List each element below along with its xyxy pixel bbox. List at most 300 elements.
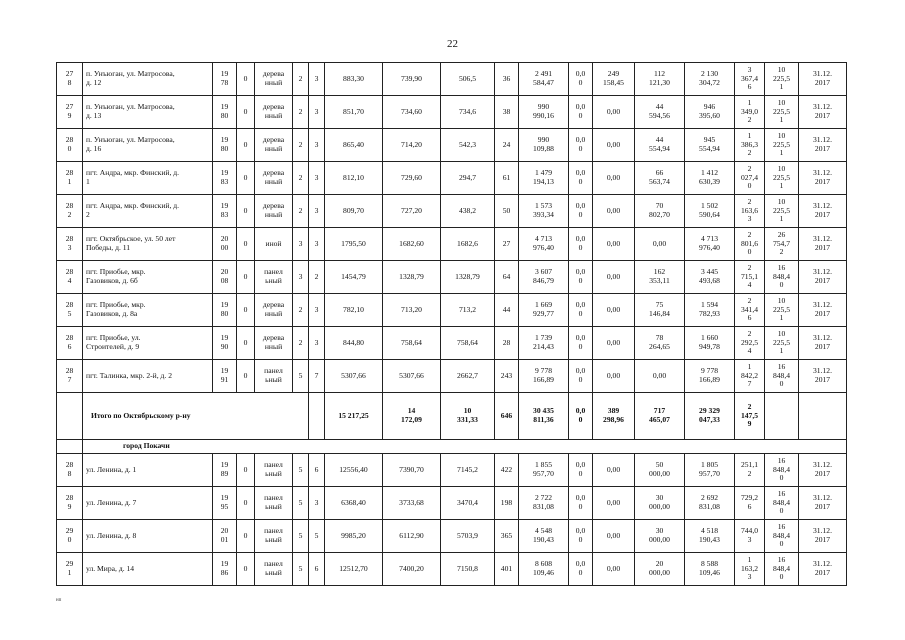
table-cell: 1 573 393,34 bbox=[519, 195, 569, 228]
total-cell: 29 329 047,33 bbox=[685, 393, 735, 440]
total-cell: 30 435 811,36 bbox=[519, 393, 569, 440]
rows-before-total bbox=[57, 63, 847, 393]
table-cell: 61 bbox=[495, 162, 519, 195]
table-cell: 0,00 bbox=[593, 261, 635, 294]
table-cell: 19 90 bbox=[213, 327, 237, 360]
table-cell: 31.12. 2017 bbox=[799, 162, 847, 195]
table-cell: 6 bbox=[309, 553, 325, 586]
table-cell: 0,0 0 bbox=[569, 294, 593, 327]
table-cell: 9 778 166,89 bbox=[685, 360, 735, 393]
table-cell: 4 713 976,40 bbox=[519, 228, 569, 261]
table-cell: 10 225,5 1 bbox=[765, 162, 799, 195]
table-cell: 0,00 bbox=[593, 360, 635, 393]
table-cell: 2 bbox=[293, 162, 309, 195]
table-cell: 31.12. 2017 bbox=[799, 454, 847, 487]
table-cell: 28 2 bbox=[57, 195, 83, 228]
address-cell: пгт. Талинка, мкр. 2-й, д. 2 bbox=[83, 360, 213, 393]
table-cell: 0 bbox=[237, 327, 255, 360]
address-cell: п. Унъюган, ул. Матросова, д. 13 bbox=[83, 96, 213, 129]
total-section bbox=[57, 393, 847, 454]
footer-mark: нп bbox=[56, 598, 62, 603]
table-cell: 0,00 bbox=[593, 520, 635, 553]
table-cell: 2 bbox=[293, 129, 309, 162]
address-cell: пгт. Андра, мкр. Финский, д. 1 bbox=[83, 162, 213, 195]
table-cell: 0,0 0 bbox=[569, 96, 593, 129]
table-cell: 883,30 bbox=[325, 63, 383, 96]
table-cell: 0,00 bbox=[593, 454, 635, 487]
table-cell: панел ьный bbox=[255, 520, 293, 553]
total-cell: 2 147,5 9 bbox=[735, 393, 765, 440]
table-cell: 782,10 bbox=[325, 294, 383, 327]
table-cell: 8 608 109,46 bbox=[519, 553, 569, 586]
table-cell: 10 225,5 1 bbox=[765, 129, 799, 162]
table-cell: дерева нный bbox=[255, 195, 293, 228]
table-cell: 36 bbox=[495, 63, 519, 96]
address-cell: пгт. Андра, мкр. Финский, д. 2 bbox=[83, 195, 213, 228]
table-cell: 0,0 0 bbox=[569, 553, 593, 586]
table-cell: 31.12. 2017 bbox=[799, 129, 847, 162]
table-cell: 2 130 304,72 bbox=[685, 63, 735, 96]
table-cell: 2 bbox=[293, 195, 309, 228]
table-cell: 31.12. 2017 bbox=[799, 553, 847, 586]
table-cell: 1795,50 bbox=[325, 228, 383, 261]
table-row bbox=[57, 195, 847, 228]
table-cell: 29 1 bbox=[57, 553, 83, 586]
address-cell: ул. Мира, д. 14 bbox=[83, 553, 213, 586]
table-cell: 739,90 bbox=[383, 63, 441, 96]
table-cell: 6368,40 bbox=[325, 487, 383, 520]
table-cell: 5 bbox=[293, 487, 309, 520]
table-cell: 19 91 bbox=[213, 360, 237, 393]
table-cell: 198 bbox=[495, 487, 519, 520]
table-cell: панел ьный bbox=[255, 553, 293, 586]
table-cell: 44 554,94 bbox=[635, 129, 685, 162]
table-cell: 1 502 590,64 bbox=[685, 195, 735, 228]
table-cell: 1 660 949,78 bbox=[685, 327, 735, 360]
table-cell: 0 bbox=[237, 228, 255, 261]
table-row bbox=[57, 96, 847, 129]
table-row bbox=[57, 63, 847, 96]
table-cell: 3 bbox=[309, 162, 325, 195]
table-cell: 2 801,6 0 bbox=[735, 228, 765, 261]
address-cell: ул. Ленина, д. 7 bbox=[83, 487, 213, 520]
table-cell: 0 bbox=[237, 487, 255, 520]
table-cell: 64 bbox=[495, 261, 519, 294]
table-cell: 28 0 bbox=[57, 129, 83, 162]
table-cell: 0,0 0 bbox=[569, 228, 593, 261]
address-cell: ул. Ленина, д. 8 bbox=[83, 520, 213, 553]
table-cell: 0,0 0 bbox=[569, 520, 593, 553]
table-cell: 31.12. 2017 bbox=[799, 63, 847, 96]
table-cell: 27 bbox=[495, 228, 519, 261]
address-cell: ул. Ленина, д. 1 bbox=[83, 454, 213, 487]
table-cell: 28 1 bbox=[57, 162, 83, 195]
table-cell: 1682,60 bbox=[383, 228, 441, 261]
table-cell: 9 778 166,89 bbox=[519, 360, 569, 393]
table-cell: дерева нный bbox=[255, 327, 293, 360]
table-cell: 70 802,70 bbox=[635, 195, 685, 228]
table-cell: 16 848,4 0 bbox=[765, 520, 799, 553]
address-cell: пгт. Октябрьское, ул. 50 лет Победы, д. 11 bbox=[83, 228, 213, 261]
total-cell: 717 465,07 bbox=[635, 393, 685, 440]
table-cell: 19 95 bbox=[213, 487, 237, 520]
table-cell: 7 bbox=[309, 360, 325, 393]
table-cell: 20 000,00 bbox=[635, 553, 685, 586]
table-cell: 0,00 bbox=[635, 360, 685, 393]
table-cell: 28 7 bbox=[57, 360, 83, 393]
table-row bbox=[57, 261, 847, 294]
housing-registry-table bbox=[56, 62, 847, 586]
table-cell: 3 bbox=[309, 327, 325, 360]
table-row bbox=[57, 553, 847, 586]
table-cell: панел ьный bbox=[255, 261, 293, 294]
table-cell: 1 739 214,43 bbox=[519, 327, 569, 360]
table-cell: 0,0 0 bbox=[569, 454, 593, 487]
table-cell: 0,0 0 bbox=[569, 261, 593, 294]
total-cell: 14 172,09 bbox=[383, 393, 441, 440]
total-label: Итого по Октябрьскому р-ну bbox=[83, 393, 309, 440]
table-cell: 542,3 bbox=[441, 129, 495, 162]
table-cell: 2 341,4 6 bbox=[735, 294, 765, 327]
table-cell: 0 bbox=[237, 294, 255, 327]
table-cell: 2 bbox=[293, 96, 309, 129]
table-cell: 3470,4 bbox=[441, 487, 495, 520]
table-cell: 0 bbox=[237, 520, 255, 553]
table-row bbox=[57, 520, 847, 553]
table-cell: 31.12. 2017 bbox=[799, 487, 847, 520]
table-cell: 9985,20 bbox=[325, 520, 383, 553]
table-cell: 4 518 190,43 bbox=[685, 520, 735, 553]
table-cell: 2 bbox=[293, 63, 309, 96]
table-cell: 44 bbox=[495, 294, 519, 327]
table-cell: 734,60 bbox=[383, 96, 441, 129]
table-cell: 0 bbox=[237, 162, 255, 195]
address-cell: п. Унъюган, ул. Матросова, д. 16 bbox=[83, 129, 213, 162]
table-cell: 6 bbox=[309, 454, 325, 487]
table-cell: 0,00 bbox=[593, 327, 635, 360]
table-cell: 28 4 bbox=[57, 261, 83, 294]
table-cell: 1 805 957,70 bbox=[685, 454, 735, 487]
table-cell: 2 491 584,47 bbox=[519, 63, 569, 96]
table-cell: 1 412 630,39 bbox=[685, 162, 735, 195]
table-cell: 945 554,94 bbox=[685, 129, 735, 162]
table-cell: 19 78 bbox=[213, 63, 237, 96]
total-cell: 15 217,25 bbox=[325, 393, 383, 440]
table-cell: 5 bbox=[309, 520, 325, 553]
table-cell: 2 715,1 4 bbox=[735, 261, 765, 294]
table-cell: 31.12. 2017 bbox=[799, 261, 847, 294]
table-row bbox=[57, 327, 847, 360]
table-cell: 7400,20 bbox=[383, 553, 441, 586]
table-cell: 0 bbox=[237, 360, 255, 393]
table-cell: 506,5 bbox=[441, 63, 495, 96]
table-cell: 28 9 bbox=[57, 487, 83, 520]
table-cell: 50 bbox=[495, 195, 519, 228]
table-cell: 0,00 bbox=[593, 294, 635, 327]
table-cell: 758,64 bbox=[441, 327, 495, 360]
table-cell: 5307,66 bbox=[325, 360, 383, 393]
table-cell: 0,0 0 bbox=[569, 63, 593, 96]
table-cell: дерева нный bbox=[255, 96, 293, 129]
table-cell: 3 bbox=[309, 228, 325, 261]
table-cell: 28 8 bbox=[57, 454, 83, 487]
table-cell: 0 bbox=[237, 129, 255, 162]
rows-after-total bbox=[57, 454, 847, 586]
table-cell: 758,64 bbox=[383, 327, 441, 360]
table-cell: 3733,68 bbox=[383, 487, 441, 520]
table-cell: 16 848,4 0 bbox=[765, 261, 799, 294]
table-cell: 3 bbox=[293, 261, 309, 294]
table-cell: панел ьный bbox=[255, 487, 293, 520]
table-cell: 990 990,16 bbox=[519, 96, 569, 129]
table-cell: 16 848,4 0 bbox=[765, 360, 799, 393]
table-cell: 5 bbox=[293, 553, 309, 586]
table-cell: 1 855 957,70 bbox=[519, 454, 569, 487]
table-cell: 2 692 831,08 bbox=[685, 487, 735, 520]
table-cell: 851,70 bbox=[325, 96, 383, 129]
table-cell: 0,00 bbox=[635, 228, 685, 261]
table-cell: 66 563,74 bbox=[635, 162, 685, 195]
table-cell: 7150,8 bbox=[441, 553, 495, 586]
table-row bbox=[57, 129, 847, 162]
city-section-row bbox=[57, 440, 847, 454]
table-cell: 438,2 bbox=[441, 195, 495, 228]
table-cell: 1 479 194,13 bbox=[519, 162, 569, 195]
table-cell: 2662,7 bbox=[441, 360, 495, 393]
table-cell: 727,20 bbox=[383, 195, 441, 228]
table-cell: 4 713 976,40 bbox=[685, 228, 735, 261]
table-cell: 7145,2 bbox=[441, 454, 495, 487]
table-cell: 19 80 bbox=[213, 96, 237, 129]
address-cell: пгт. Приобье, мкр. Газовиков, д. 6б bbox=[83, 261, 213, 294]
table-cell: 990 109,88 bbox=[519, 129, 569, 162]
table-cell: 365 bbox=[495, 520, 519, 553]
table-cell: 714,20 bbox=[383, 129, 441, 162]
table-cell: 734,6 bbox=[441, 96, 495, 129]
table-cell: 4 548 190,43 bbox=[519, 520, 569, 553]
table-cell: 0 bbox=[237, 63, 255, 96]
table-cell: 27 9 bbox=[57, 96, 83, 129]
table-row bbox=[57, 162, 847, 195]
table-cell: 0 bbox=[237, 195, 255, 228]
table-cell: 24 bbox=[495, 129, 519, 162]
table-cell: дерева нный bbox=[255, 129, 293, 162]
table-cell: 30 000,00 bbox=[635, 487, 685, 520]
table-cell: 3 bbox=[309, 96, 325, 129]
table-cell: 1 349,0 2 bbox=[735, 96, 765, 129]
table-row bbox=[57, 487, 847, 520]
table-cell: 7390,70 bbox=[383, 454, 441, 487]
table-row bbox=[57, 360, 847, 393]
table-cell: 28 6 bbox=[57, 327, 83, 360]
table-cell: дерева нный bbox=[255, 63, 293, 96]
table-cell: 1328,79 bbox=[441, 261, 495, 294]
table-cell: 3 607 846,79 bbox=[519, 261, 569, 294]
total-cell: 10 331,33 bbox=[441, 393, 495, 440]
table-cell: 0 bbox=[237, 96, 255, 129]
table-cell: 1 386,3 2 bbox=[735, 129, 765, 162]
table-cell: 251,1 2 bbox=[735, 454, 765, 487]
table-cell: 1 163,2 3 bbox=[735, 553, 765, 586]
table-cell: 1 669 929,77 bbox=[519, 294, 569, 327]
table-cell: 946 395,60 bbox=[685, 96, 735, 129]
table-cell: 3 445 493,68 bbox=[685, 261, 735, 294]
table-cell: 30 000,00 bbox=[635, 520, 685, 553]
table-cell: 16 848,4 0 bbox=[765, 553, 799, 586]
table-cell: 844,80 bbox=[325, 327, 383, 360]
table-cell: 16 848,4 0 bbox=[765, 487, 799, 520]
table-cell: 19 80 bbox=[213, 129, 237, 162]
table-cell: 865,40 bbox=[325, 129, 383, 162]
table-cell: 0,0 0 bbox=[569, 195, 593, 228]
table-cell: 5307,66 bbox=[383, 360, 441, 393]
table-cell: 3 bbox=[309, 195, 325, 228]
address-cell: пгт. Приобье, мкр. Газовиков, д. 8а bbox=[83, 294, 213, 327]
table-cell: 2 292,5 4 bbox=[735, 327, 765, 360]
table-cell: 809,70 bbox=[325, 195, 383, 228]
table-cell: дерева нный bbox=[255, 294, 293, 327]
table-cell: 162 353,11 bbox=[635, 261, 685, 294]
page-number: 22 bbox=[447, 38, 458, 50]
table-cell: 5 bbox=[293, 360, 309, 393]
table-cell: 27 8 bbox=[57, 63, 83, 96]
table-cell: 20 00 bbox=[213, 228, 237, 261]
table-cell: 0,0 0 bbox=[569, 360, 593, 393]
table-cell: 249 158,45 bbox=[593, 63, 635, 96]
table-cell: 0,00 bbox=[593, 96, 635, 129]
table-cell: 0,00 bbox=[593, 487, 635, 520]
city-name: город Покачи bbox=[83, 440, 847, 454]
table-cell: 3 367,4 6 bbox=[735, 63, 765, 96]
table-cell: 2 027,4 0 bbox=[735, 162, 765, 195]
table-cell: 713,20 bbox=[383, 294, 441, 327]
total-cell: 0,0 0 bbox=[569, 393, 593, 440]
table-cell: 12512,70 bbox=[325, 553, 383, 586]
table-cell: 2 bbox=[293, 294, 309, 327]
table-row bbox=[57, 228, 847, 261]
table-cell: 3 bbox=[293, 228, 309, 261]
table-cell: 31.12. 2017 bbox=[799, 520, 847, 553]
table-row bbox=[57, 294, 847, 327]
table-cell: 294,7 bbox=[441, 162, 495, 195]
table-cell: панел ьный bbox=[255, 454, 293, 487]
table-cell: 2 163,6 3 bbox=[735, 195, 765, 228]
table-cell: 0,0 0 bbox=[569, 129, 593, 162]
table-cell: 2 bbox=[293, 327, 309, 360]
address-cell: п. Унъюган, ул. Матросова, д. 12 bbox=[83, 63, 213, 96]
table-cell: 0,00 bbox=[593, 195, 635, 228]
table-cell: 6112,90 bbox=[383, 520, 441, 553]
table-cell: 5 bbox=[293, 520, 309, 553]
table-cell: 10 225,5 1 bbox=[765, 63, 799, 96]
table-cell: 78 264,65 bbox=[635, 327, 685, 360]
table-cell: 12556,40 bbox=[325, 454, 383, 487]
table-cell: 10 225,5 1 bbox=[765, 96, 799, 129]
table-cell: 0,00 bbox=[593, 162, 635, 195]
table-cell: панел ьный bbox=[255, 360, 293, 393]
table-cell: 2 bbox=[309, 261, 325, 294]
table-cell: 1 842,2 7 bbox=[735, 360, 765, 393]
table-cell: 3 bbox=[309, 129, 325, 162]
table-cell: 0,00 bbox=[593, 228, 635, 261]
table-cell: 729,60 bbox=[383, 162, 441, 195]
table-cell: 1328,79 bbox=[383, 261, 441, 294]
table-cell: 19 83 bbox=[213, 162, 237, 195]
table-cell: 5 bbox=[293, 454, 309, 487]
table-cell: 44 594,56 bbox=[635, 96, 685, 129]
table-cell: 0 bbox=[237, 261, 255, 294]
table-cell: дерева нный bbox=[255, 162, 293, 195]
table-cell: 10 225,5 1 bbox=[765, 195, 799, 228]
table-cell: 0 bbox=[237, 553, 255, 586]
table-cell: 0,0 0 bbox=[569, 327, 593, 360]
table-cell: 422 bbox=[495, 454, 519, 487]
table-cell: 2 722 831,08 bbox=[519, 487, 569, 520]
table-cell: 28 bbox=[495, 327, 519, 360]
total-cell: 646 bbox=[495, 393, 519, 440]
table-cell: 19 89 bbox=[213, 454, 237, 487]
table-cell: 243 bbox=[495, 360, 519, 393]
total-row bbox=[57, 393, 847, 440]
address-cell: пгт. Приобье, ул. Строителей, д. 9 bbox=[83, 327, 213, 360]
table-cell: 401 bbox=[495, 553, 519, 586]
table-cell: 38 bbox=[495, 96, 519, 129]
table-cell: 3 bbox=[309, 63, 325, 96]
table-cell: 0 bbox=[237, 454, 255, 487]
table-cell: 19 83 bbox=[213, 195, 237, 228]
table-cell: 31.12. 2017 bbox=[799, 228, 847, 261]
table-cell: 20 08 bbox=[213, 261, 237, 294]
table-cell: 1682,6 bbox=[441, 228, 495, 261]
table-row bbox=[57, 454, 847, 487]
table-cell: 812,10 bbox=[325, 162, 383, 195]
table-cell: 75 146,84 bbox=[635, 294, 685, 327]
table-cell: 0,0 0 bbox=[569, 162, 593, 195]
table-cell: 744,0 3 bbox=[735, 520, 765, 553]
table-cell: 1454,79 bbox=[325, 261, 383, 294]
table-cell: 713,2 bbox=[441, 294, 495, 327]
table-cell: 31.12. 2017 bbox=[799, 294, 847, 327]
table-cell: 729,2 6 bbox=[735, 487, 765, 520]
table-cell: 1 594 782,93 bbox=[685, 294, 735, 327]
table-cell: 50 000,00 bbox=[635, 454, 685, 487]
table-cell: 3 bbox=[309, 294, 325, 327]
table-cell: 16 848,4 0 bbox=[765, 454, 799, 487]
table-cell: 112 121,30 bbox=[635, 63, 685, 96]
table-cell: 3 bbox=[309, 487, 325, 520]
table-cell: 31.12. 2017 bbox=[799, 195, 847, 228]
table-cell: 19 80 bbox=[213, 294, 237, 327]
table-cell: 19 86 bbox=[213, 553, 237, 586]
table-cell: 8 588 109,46 bbox=[685, 553, 735, 586]
table-cell: 0,00 bbox=[593, 553, 635, 586]
table-cell: 5703,9 bbox=[441, 520, 495, 553]
total-cell: 389 298,96 bbox=[593, 393, 635, 440]
table-cell: 31.12. 2017 bbox=[799, 360, 847, 393]
table-cell: 0,0 0 bbox=[569, 487, 593, 520]
table-cell: 10 225,5 1 bbox=[765, 327, 799, 360]
table-cell: 0,00 bbox=[593, 129, 635, 162]
table-cell: 29 0 bbox=[57, 520, 83, 553]
table-cell: 31.12. 2017 bbox=[799, 96, 847, 129]
table-cell: 10 225,5 1 bbox=[765, 294, 799, 327]
table-cell: 28 3 bbox=[57, 228, 83, 261]
table-cell: 31.12. 2017 bbox=[799, 327, 847, 360]
table-cell: 26 754,7 2 bbox=[765, 228, 799, 261]
table-cell: иной bbox=[255, 228, 293, 261]
table-cell: 20 01 bbox=[213, 520, 237, 553]
table-cell: 28 5 bbox=[57, 294, 83, 327]
